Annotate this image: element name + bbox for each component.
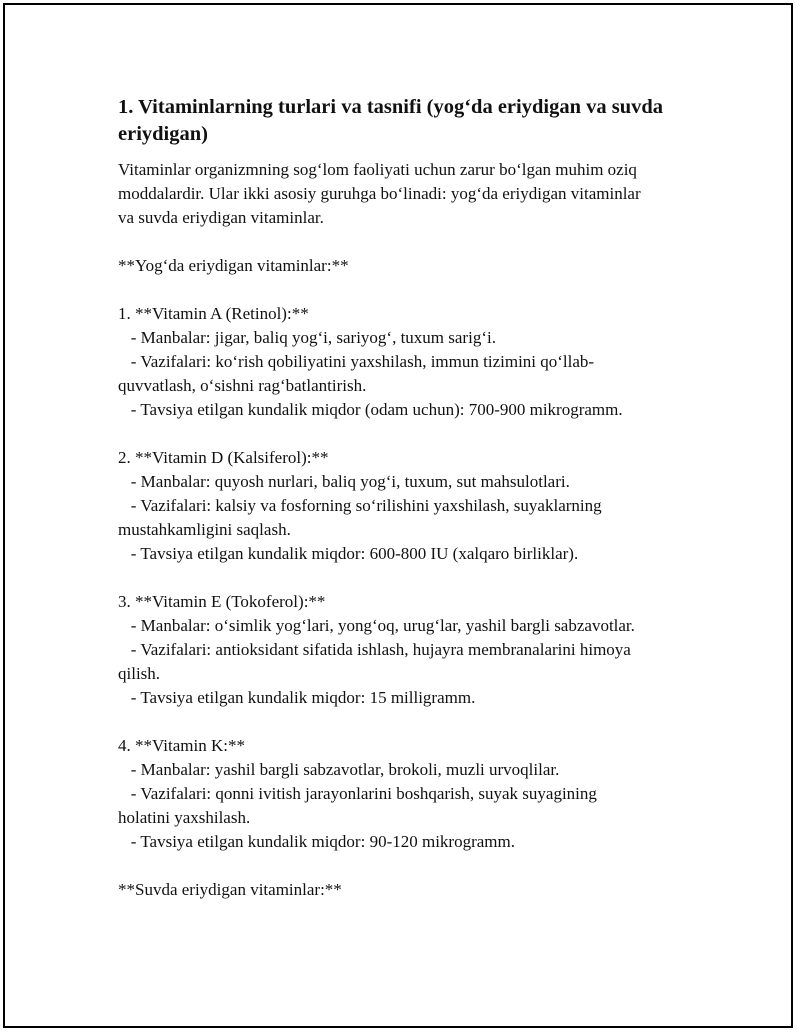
vitamin-detail-line: - Tavsiya etilgan kundalik miqdor: 600-800 IU (xalqaro birliklar). [118,544,579,563]
document-body [118,94,698,902]
intro-paragraph [118,158,698,230]
intro-line: Vitaminlar organizmning sog‘lom faoliyati uchun zarur bo‘lgan muhim oziq [118,160,637,179]
vitamin-detail-line: quvvatlash, o‘sishni rag‘batlantirish. [118,376,367,395]
vitamin-detail-line: - Vazifalari: antioksidant sifatida ishlash, hujayra membranalarini himoya [118,640,631,659]
vitamin-title: 1. **Vitamin A (Retinol):** [118,304,309,323]
spacer [118,422,698,446]
heading-line-2: eriydigan) [118,123,208,145]
vitamin-title: 2. **Vitamin D (Kalsiferol):** [118,448,329,467]
vitamin-a-block [118,302,698,422]
vitamin-detail-line: - Tavsiya etilgan kundalik miqdor (odam uchun): 700-900 mikrogramm. [118,400,623,419]
vitamin-detail-line: - Manbalar: jigar, baliq yog‘i, sariyog‘, tuxum sarig‘i. [118,328,496,347]
intro-line: va suvda eriydigan vitaminlar. [118,208,324,227]
vitamin-detail-line: mustahkamligini saqlash. [118,520,291,539]
vitamin-detail-line: - Manbalar: yashil bargli sabzavotlar, brokoli, muzli urvoqlilar. [118,760,560,779]
vitamin-d-block [118,446,698,566]
vitamin-k-block [118,734,698,854]
vitamin-detail-line: - Vazifalari: kalsiy va fosforning so‘rilishini yaxshilash, suyaklarning [118,496,602,515]
vitamin-detail-line: qilish. [118,664,161,683]
spacer [118,710,698,734]
water-soluble-title: **Suvda eriydigan vitaminlar:** [118,880,342,899]
vitamin-detail-line: holatini yaxshilash. [118,808,251,827]
vitamin-detail-line: - Vazifalari: ko‘rish qobiliyatini yaxshilash, immun tizimini qo‘llab- [118,352,595,371]
intro-line: moddalardir. Ular ikki asosiy guruhga bo‘linadi: yog‘da eriydigan vitaminlar [118,184,641,203]
vitamin-title: 4. **Vitamin K:** [118,736,245,755]
vitamin-detail-line: - Tavsiya etilgan kundalik miqdor: 15 milligramm. [118,688,476,707]
vitamin-detail-line: - Manbalar: quyosh nurlari, baliq yog‘i, tuxum, sut mahsulotlari. [118,472,570,491]
vitamin-e-block [118,590,698,710]
spacer [118,566,698,590]
vitamin-detail-line: - Manbalar: o‘simlik yog‘lari, yong‘oq, urug‘lar, yashil bargli sabzavotlar. [118,616,635,635]
spacer [118,278,698,302]
vitamin-title: 3. **Vitamin E (Tokoferol):** [118,592,326,611]
vitamin-detail-line: - Tavsiya etilgan kundalik miqdor: 90-120 mikrogramm. [118,832,515,851]
spacer [118,230,698,254]
section-heading [118,94,698,148]
heading-line-1: 1. Vitaminlarning turlari va tasnifi (yog‘da eriydigan va suvda [118,96,664,118]
vitamin-detail-line: - Vazifalari: qonni ivitish jarayonlarini boshqarish, suyak suyagining [118,784,597,803]
fat-soluble-title: **Yog‘da eriydigan vitaminlar:** [118,256,349,275]
spacer [118,854,698,878]
